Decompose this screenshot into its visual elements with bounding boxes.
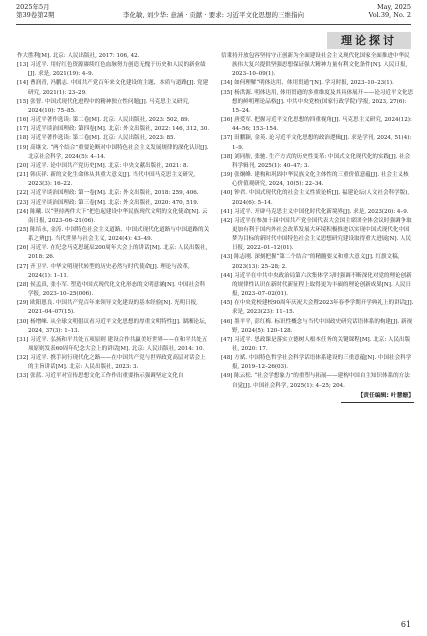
issue-date: 2025年5月	[16, 3, 50, 11]
reference-entry: [32] 习近平. 携手同行现代化之路——在中国共产党与世界政党高层对话会上的主旨讲话[M]. 北京: 人民出版社, 2023: 3.	[17, 355, 206, 371]
reference-entry: [47] 习近平. 思政课是落实立德树人根本任务的关键课程[M]. 北京: 人民出版社, 2020: 17.	[221, 336, 411, 352]
reference-entry: [43] 陈志刚. 深刻把握“第二个结合”的精髓要义和重大意义[J]. 红旗文稿, 2023(13): 25–28; 2.	[221, 254, 400, 270]
reference-entry: [40] 钟君. 中国式现代化的社会主义性质论析[J]. 福建论坛(人文社会科学版), 2024(6): 5–14.	[221, 190, 410, 206]
reference-entry: [24] 陈曦. 以“坚持两件大下”把色起建设中华民族现代文明的文化使命[N]. 云南日报, 2023–06–21(06).	[17, 208, 208, 224]
article-running-title: 李化敏, 刘少华: 意涵 · 贡献 · 要求: 习近平文化思想的三维指向	[122, 11, 305, 19]
reference-entry: [39] 张炯峰. 建构和巩固中华民族文化主体性的三重价值意蕴[J]. 社会主义核心价值观研究, 2024, 10(5): 22–34.	[221, 172, 409, 188]
reference-entry: [37] 田鹏颖, 金英. 论习近平文化思想的政治逻辑[J]. 求是学刊, 2024, 51(4): 1–9.	[221, 135, 412, 151]
section-label: 理论探讨	[327, 32, 411, 49]
running-header	[0, 0, 427, 24]
reference-entry: [48] 方斌. 中国特色哲学社会科学话语体系建设的三重意蕴[N]. 中国社会科学报, 2019–12–26(03).	[221, 355, 412, 371]
reference-entry: [22] 习近平谈治国理政: 第一卷[M]. 北京: 外文出版社, 2018: 259, 406.	[17, 190, 199, 197]
references-column-right	[221, 52, 414, 608]
references-column-left	[17, 52, 210, 608]
reference-entry: [34] 如何理解“明体达用、体用贯通”[N]. 学习时报, 2023–10–23(1).	[221, 80, 394, 87]
issue-date-en: May, 2025	[376, 3, 411, 11]
reference-entry: [46] 墨平平, 彭红梅. 标识性概念与当代中国政史研究话语体系的构建[J]. 新视野, 2024(5): 120–128.	[221, 318, 413, 334]
reference-entry: [16] 习近平著作选读: 第二卷[M]. 北京: 人民出版社, 2023: 502, 89.	[17, 117, 190, 124]
reference-entry: [18] 习近平著作选读: 第二卷[M]. 北京: 人民出版社, 2023: 85.	[17, 135, 176, 142]
reference-entry: [15] 张智. 中国式现代化进程中的精神独立性问题[J]. 马克思主义研究, 2024(10): 75–85.	[17, 98, 190, 114]
page-number: 61	[400, 620, 411, 629]
reference-entry: [41] 习近平. 开辟马克思主义中国化时代化新境界[J]. 求是, 2023(20): 4–9.	[221, 208, 409, 215]
reference-entry: [26] 习近平. 在纪念马克思诞辰200周年大会上的讲话[M]. 北京: 人民出版社, 2018: 26.	[17, 245, 208, 261]
responsible-editor: 【责任编辑: 叶慧姗】	[357, 392, 414, 399]
volume-issue: 第39卷第2期	[16, 11, 55, 19]
reference-entry: [35] 杨洪源. 明体达用, 体用贯通的多重维度及其具体展开——论习近平文化思想的鲜明理论品格[J]. 中共中央党校(国家行政学院)学报, 2023, 27(6): 15–24.	[221, 89, 414, 114]
reference-entry: 作大胜利[M]. 北京: 人民出版社, 2017: 106, 42.	[17, 53, 140, 59]
reference-entry: [31] 习近平. 弘扬和平共处五项原则 建设合作共赢美好世界——在和平共处五项原则发表60周年纪念大会上的讲话[M]. 北京: 人民出版社, 2014: 10.	[17, 336, 208, 352]
reference-entry: [36] 唐爱军. 把握习近平文化思想的四重视角[J]. 马克思主义研究, 2024(12): 44–56; 153–154.	[221, 117, 412, 133]
reference-entry: [44] 习近平在中共中央政治局第六次集体学习时强调不断深化对党的理论创新的规律性认识在新时代新征程上取得更为丰硕的理论创新成果[N]. 人民日报, 2023–07–02(01).	[221, 272, 412, 298]
reference-entry: [38] 刘同舫, 张驰. 生产方式的历史性变革: 中国式文化现代化的实践[J]. 社会科学辑刊, 2025(1): 40–47; 3.	[221, 153, 411, 169]
volume-issue-en: Vol.39, No. 2	[368, 11, 411, 19]
editor-rule	[341, 402, 414, 403]
reference-entry: [33] 张蓝. 习近平对宣传思想文化工作作出重要指示强调坚定文化自	[17, 373, 184, 380]
reference-entry: [19] 高继文. “两个结合”重要论断对中国特色社会主义发展规律的深化认识[J]. 北京社会科学, 2024(5): 4–14.	[17, 144, 209, 160]
reference-entry: [23] 习近平谈治国理政: 第三卷[M]. 北京: 外文出版社, 2020: 470, 519.	[17, 199, 199, 206]
reference-entry: [20] 习近平. 论中国共产党历史[M]. 北京: 中央文献出版社, 2021: 8.	[17, 162, 189, 169]
reference-entry: [49] 陈云松. “社会学想象力”的重塑与拓展——建构中国自主知识体系的方法自觉[J]. 中国社会科学, 2025(1): 4–25; 204.	[221, 373, 410, 389]
reference-entry: [13] 习近平. 用好红色资源赓续红色血脉努力创造无愧于历史和人民的新业绩[J]. 求是, 2021(19): 4–9.	[17, 62, 206, 78]
reference-entry: [14] 曹润青, 冯鹏志. 中国共产党百年来文化建设的主题、本质与道路[J]. 党建研究, 2021(1): 23–29.	[17, 80, 209, 96]
reference-entry: [30] 杨增崃. 从全球文明倡议看习近平文化思想的厚重文明特性[J]. 湖湘论坛, 2024, 37(3): 1–13.	[17, 318, 207, 334]
reference-entry: [27] 齐卫平. 中华文明现代转型的历史必然与时代使命[J]. 理论与改革, 2024(1): 1–11.	[17, 263, 190, 279]
reference-entry: [28] 侯孟真, 张小军. 塑造中国式现代化文化形态的文明意涵[N]. 中国社会科学报, 2023–10–25(006).	[17, 281, 206, 298]
reference-entry: [45] 在中央党校建校90周年庆祝大会暨2023年春季学期开学典礼上的讲话[J]. 求是, 2023(23): 11–15.	[221, 300, 414, 316]
reference-entry: [29] 欧阳恩良. 中国共产党百年来领导文化建设的基本经验[N]. 光明日报, 2021–04–07(15).	[17, 300, 198, 316]
reference-entry: [17] 习近平谈治国理政: 第四卷[M]. 北京: 外文出版社, 2022: 146, 312, 30.	[17, 126, 210, 133]
reference-entry: [25] 陈培永, 金涛. 中国特色社会主义道路、中国式现代化道路与中国道路的关系之辨[J]. 当代世界与社会主义, 2024(4): 43–49.	[17, 226, 210, 243]
reference-entry: 信秉持开放包容坚持守正创新为全面建设社会主义现代化国家全面推进中华民族伟大复兴提供坚强思想保证强大精神力量有利文化条件[N]. 人民日报, 2023–10–09(1).	[221, 53, 410, 78]
reference-entry: [42] 习近平在参加十届中国共产党全国代表大会国主席团全体会议时强调争取更加有利于国内外社会改革发展大环境积极推进以实现中国式现代化中国梦为目标的新时代中国特色社会主义思想研究建设取得重大进展[N]. 人民日报, 2022–01–12(01).	[221, 217, 412, 252]
header-divider	[16, 24, 411, 25]
reference-entry: [21] 韩庆祥. 新的文化生命体从其重大意义[J]. 当代中国马克思主义研究, 2023(3): 16–22.	[17, 172, 196, 188]
journal-issue-info-en	[369, 3, 411, 19]
